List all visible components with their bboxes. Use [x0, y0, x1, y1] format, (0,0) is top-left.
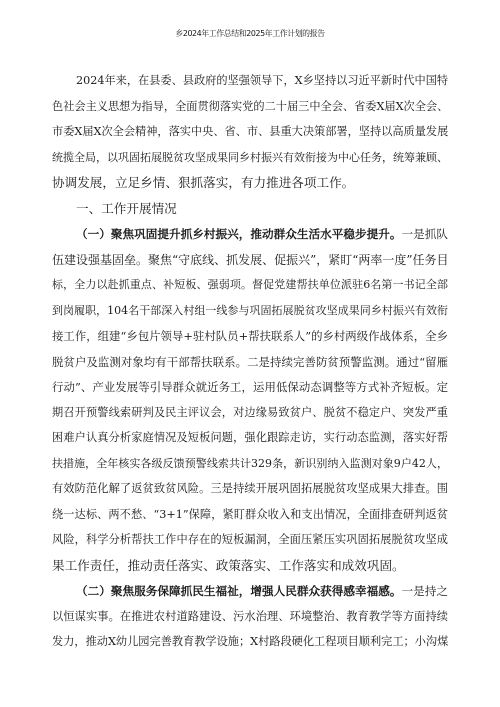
sub1-line-2: 标，全力以赴抓重点、补短板、强弱项。督促党建帮扶单位派驻6名第一书记全部 [52, 278, 448, 291]
sub1-line-13: 果工作责任，推动责任落实、政策落实、工作落实和成效巩固。 [52, 558, 405, 573]
intro-line-2: 色社会主义思想为指导，全面贯彻落实党的二十届三中全会、省委X届X次全会、 [52, 100, 449, 113]
document-title: 乡2024年工作总结和2025年工作计划的报告 [175, 29, 325, 38]
sub2-heading: （二）聚焦服务保障抓民生福祉，增强人民群众获得感幸福感。 [76, 584, 402, 598]
sub1-line-12: 风险，科学分析帮扶工作中存在的短板漏洞，全面压紧压实巩固拓展脱贫攻坚成 [52, 533, 448, 546]
section-heading: 一、工作开展情况 [76, 201, 177, 216]
intro-line-3: 市委X届X次全会精神，落实中央、省、市、县重大决策部署，坚持以高质量发展 [52, 125, 449, 138]
intro-line-5: 协调发展，立足乡情、狠抓落实，有力推进各项工作。 [52, 175, 355, 190]
intro-line-4: 统揽全局，以巩固拓展脱贫攻坚成果同乡村振兴有效衔接为中心任务，统筹兼顾、 [52, 151, 448, 164]
sub1-line-7: 期召开预警线索研判及民主评议会，对边缘易致贫户、脱贫不稳定户、突发严重 [52, 406, 448, 419]
intro-line-1: 2024年来，在县委、县政府的坚强领导下，X乡坚持以习近平新时代中国特 [76, 74, 449, 87]
sub1-line-3: 到岗履职，104名干部深入村组一线参与巩固拓展脱贫攻坚成果同乡村振兴有效衔 [52, 304, 448, 317]
sub1-line-1: 伍建设强基固垒。聚焦“守底线、抓发展、促振兴”，紧盯“两率一度”任务目 [52, 253, 449, 267]
sub2-heading-tail: 一是持之 [401, 584, 448, 598]
sub1-line-11: 绕一达标、两不愁、“3+1”保障，紧盯群众收入和支出情况，全面排查研判返贫 [52, 508, 448, 521]
sub2-heading-line [76, 580, 448, 602]
sub1-line-4: 接工作，组建“乡包片领导+驻村队员+帮扶联系人”的乡村两级作战体系，全乡 [52, 329, 448, 343]
sub2-line-2: 发力，推动X幼儿园完善教育教学设施；X村路段硬化工程项目顺利完工；小沟煤 [52, 635, 449, 648]
sub1-line-8: 困难户认真分析家庭情况及短板问题，强化跟踪走访，实行动态监测，落实好帮 [52, 431, 448, 444]
sub1-heading-line [76, 223, 448, 245]
sub1-line-9: 扶措施，全年核实各级反馈预警线索共计329条，新识别纳入监测对象9户42人， [52, 457, 448, 470]
sub1-heading-tail: 一是抓队 [401, 227, 448, 241]
sub1-heading: （一）聚焦巩固提升抓乡村振兴，推动群众生活水平稳步提升。 [76, 227, 402, 241]
sub1-line-6: 行动”、产业发展等引导群众就近务工，运用低保动态调整等方式补齐短板。定 [52, 380, 448, 394]
sub1-line-5: 脱贫户及监测对象均有干部帮扶联系。二是持续完善防贫预警监测。通过“留雁 [52, 355, 448, 369]
sub1-line-10: 有效防范化解了返贫致贫风险。三是持续开展巩固拓展脱贫攻坚成果大排查。围 [52, 482, 448, 495]
sub2-line-1: 以恒谋实事。在推进农村道路建设、污水治理、环境整治、教育教学等方面持续 [52, 610, 448, 623]
